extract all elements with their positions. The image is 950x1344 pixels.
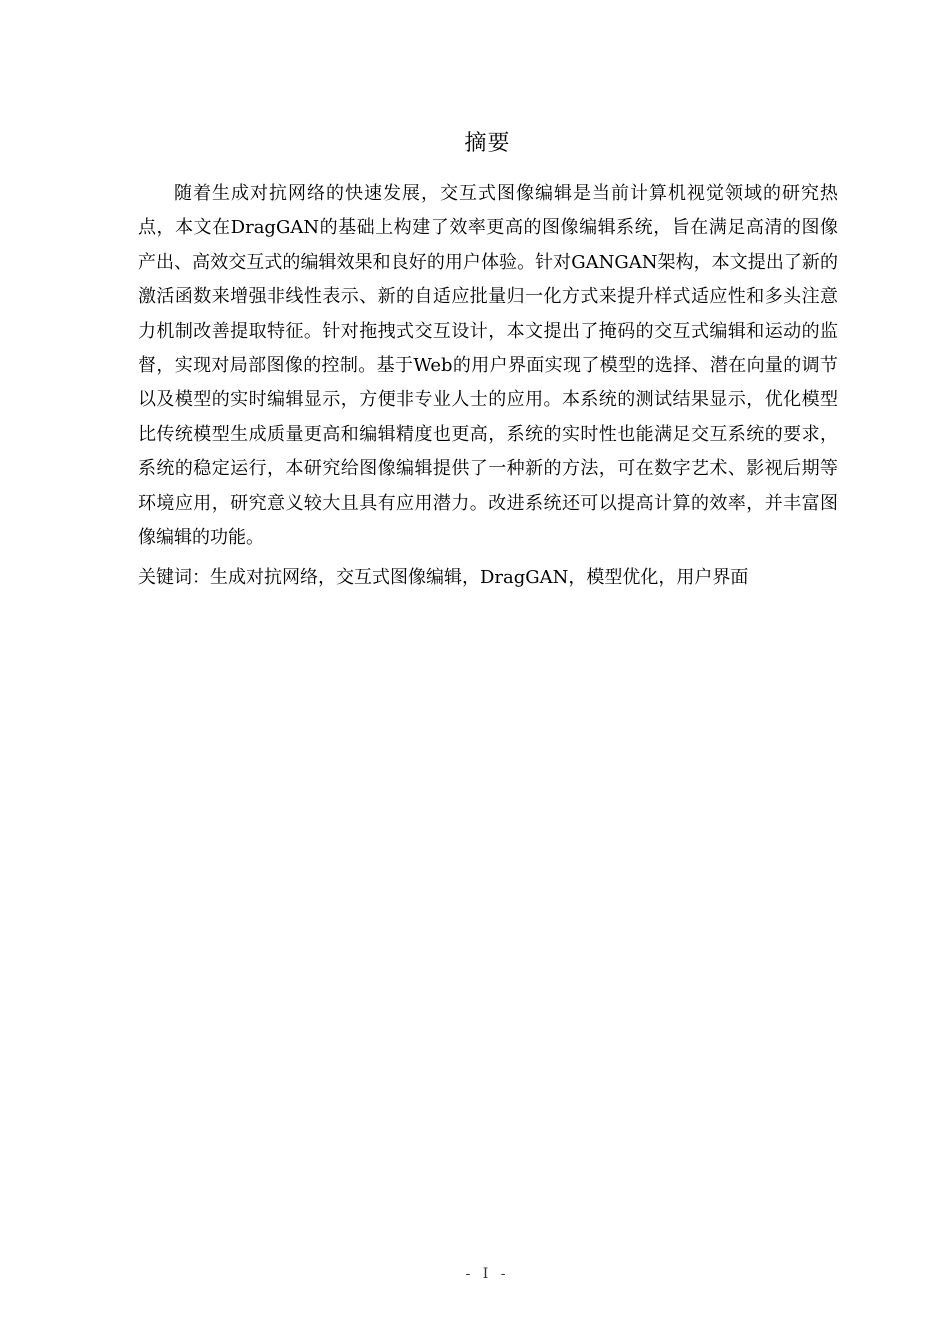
page-title: 摘要 bbox=[464, 131, 511, 156]
abstract-paragraph: 随着生成对抗网络的快速发展，交互式图像编辑是当前计算机视觉领域的研究热点，本文在DragGAN的基础上构建了效率更高的图像编辑系统，旨在满足高清的图像产出、高效交互式的编辑效果和良好的用户体验。针对GANGAN架构，本文提出了新的激活函数来增强非线性表示、新的自适应批量归一化方式来提升样式适应性和多头注意力机制改善提取特征。针对拖拽式交互设计，本文提出了掩码的交互式编辑和运动的监督，实现对局部图像的控制。基于Web的用户界面实现了模型的选择、潜在向量的调节以及模型的实时编辑显示，方便非专业人士的应用。本系统的测试结果显示，优化模型比传统模型生成质量更高和编辑精度也更高，系统的实时性也能满足交互系统的要求，系统的稳定运行，本研究给图像编辑提供了一种新的方法，可在数字艺术、影视后期等环境应用，研究意义较大且具有应用潜力。改进系统还可以提高计算的效率，并丰富图像编辑的功能。 bbox=[138, 183, 838, 549]
page-number: - I - bbox=[465, 1266, 510, 1282]
keywords-line bbox=[138, 562, 838, 594]
keywords-text: 生成对抗网络，交互式图像编辑，DragGAN，模型优化，用户界面 bbox=[210, 567, 749, 588]
keywords-label: 关键词： bbox=[138, 567, 210, 588]
